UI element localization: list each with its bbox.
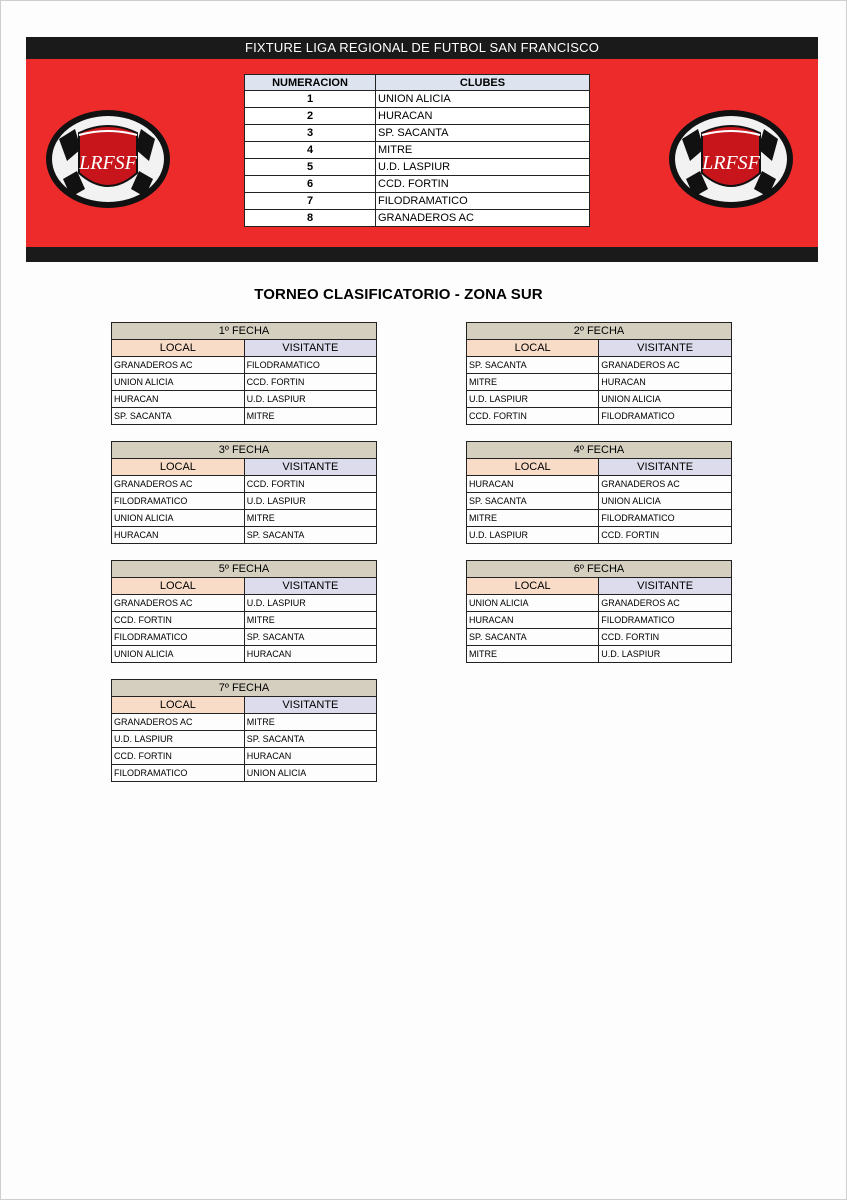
club-number: 1 — [245, 91, 376, 108]
visiting-team: MITRE — [244, 714, 376, 731]
local-header: LOCAL — [112, 578, 245, 595]
club-row — [245, 142, 590, 159]
clubes-header: CLUBES — [376, 75, 590, 91]
visiting-team: CCD. FORTIN — [244, 476, 376, 493]
visiting-team: CCD. FORTIN — [599, 629, 732, 646]
match-row — [467, 374, 732, 391]
local-team: GRANADEROS AC — [112, 476, 245, 493]
clubs-table — [244, 74, 590, 227]
club-name: FILODRAMATICO — [376, 193, 590, 210]
local-team: MITRE — [467, 646, 599, 663]
club-number: 2 — [245, 108, 376, 125]
club-row — [245, 125, 590, 142]
local-team: GRANADEROS AC — [112, 714, 245, 731]
visiting-team: GRANADEROS AC — [599, 476, 732, 493]
numeracion-header: NUMERACION — [245, 75, 376, 91]
local-header: LOCAL — [467, 459, 599, 476]
local-header: LOCAL — [112, 697, 245, 714]
local-team: UNION ALICIA — [467, 595, 599, 612]
visitante-header: VISITANTE — [244, 340, 376, 357]
match-row — [112, 391, 377, 408]
match-row — [467, 493, 732, 510]
match-row — [112, 408, 377, 425]
fecha-title: 6º FECHA — [467, 561, 732, 578]
fecha-table — [111, 679, 377, 782]
match-row — [467, 646, 732, 663]
logo-text: LRFSF — [702, 152, 760, 174]
fecha-title: 1º FECHA — [112, 323, 377, 340]
club-name: CCD. FORTIN — [376, 176, 590, 193]
clubs-header-row — [245, 75, 590, 91]
visiting-team: CCD. FORTIN — [599, 527, 732, 544]
visiting-team: UNION ALICIA — [599, 493, 732, 510]
local-header: LOCAL — [112, 340, 245, 357]
visiting-team: SP. SACANTA — [244, 629, 376, 646]
visiting-team: SP. SACANTA — [244, 527, 376, 544]
visitante-header: VISITANTE — [244, 459, 376, 476]
local-team: FILODRAMATICO — [112, 493, 245, 510]
match-row — [112, 765, 377, 782]
local-header: LOCAL — [467, 340, 599, 357]
match-row — [467, 612, 732, 629]
club-row — [245, 176, 590, 193]
local-team: CCD. FORTIN — [467, 408, 599, 425]
fixture-title: FIXTURE LIGA REGIONAL DE FUTBOL SAN FRANCISCO — [26, 37, 818, 59]
match-row — [467, 391, 732, 408]
visiting-team: FILODRAMATICO — [599, 612, 732, 629]
fecha-title: 7º FECHA — [112, 680, 377, 697]
visiting-team: MITRE — [244, 408, 376, 425]
club-row — [245, 91, 590, 108]
visiting-team: UNION ALICIA — [599, 391, 732, 408]
fecha-table — [111, 560, 377, 663]
league-logo-left — [45, 109, 171, 209]
visiting-team: MITRE — [244, 510, 376, 527]
fecha-title: 3º FECHA — [112, 442, 377, 459]
club-name: SP. SACANTA — [376, 125, 590, 142]
visiting-team: GRANADEROS AC — [599, 357, 732, 374]
local-team: FILODRAMATICO — [112, 629, 245, 646]
match-row — [112, 510, 377, 527]
club-name: MITRE — [376, 142, 590, 159]
match-row — [467, 476, 732, 493]
local-team: HURACAN — [467, 612, 599, 629]
local-team: FILODRAMATICO — [112, 765, 245, 782]
local-team: SP. SACANTA — [467, 357, 599, 374]
visiting-team: U.D. LASPIUR — [599, 646, 732, 663]
visiting-team: CCD. FORTIN — [244, 374, 376, 391]
header-banner — [26, 37, 818, 262]
local-team: U.D. LASPIUR — [467, 391, 599, 408]
club-name: U.D. LASPIUR — [376, 159, 590, 176]
visitante-header: VISITANTE — [599, 578, 732, 595]
visitante-header: VISITANTE — [599, 459, 732, 476]
tournament-title: TORNEO CLASIFICATORIO - ZONA SUR — [254, 286, 543, 303]
club-row — [245, 159, 590, 176]
fecha-table — [111, 322, 377, 425]
match-row — [112, 357, 377, 374]
visiting-team: U.D. LASPIUR — [244, 391, 376, 408]
match-row — [112, 748, 377, 765]
club-row — [245, 108, 590, 125]
club-name: HURACAN — [376, 108, 590, 125]
visiting-team: SP. SACANTA — [244, 731, 376, 748]
match-row — [112, 714, 377, 731]
match-row — [467, 527, 732, 544]
club-number: 8 — [245, 210, 376, 227]
fecha-title: 4º FECHA — [467, 442, 732, 459]
visiting-team: FILODRAMATICO — [599, 510, 732, 527]
match-row — [112, 476, 377, 493]
local-team: CCD. FORTIN — [112, 612, 245, 629]
match-row — [112, 374, 377, 391]
match-row — [112, 646, 377, 663]
logo-text: LRFSF — [79, 152, 137, 174]
local-team: MITRE — [467, 510, 599, 527]
club-number: 7 — [245, 193, 376, 210]
club-name: GRANADEROS AC — [376, 210, 590, 227]
club-name: UNION ALICIA — [376, 91, 590, 108]
local-team: HURACAN — [467, 476, 599, 493]
local-team: UNION ALICIA — [112, 374, 245, 391]
fecha-title: 2º FECHA — [467, 323, 732, 340]
local-header: LOCAL — [112, 459, 245, 476]
local-team: SP. SACANTA — [467, 493, 599, 510]
club-row — [245, 210, 590, 227]
match-row — [467, 357, 732, 374]
fecha-table — [466, 560, 732, 663]
match-row — [112, 731, 377, 748]
match-row — [112, 527, 377, 544]
fecha-table — [111, 441, 377, 544]
banner-bottom-stripe — [26, 247, 818, 262]
fecha-table — [466, 441, 732, 544]
visiting-team: HURACAN — [244, 646, 376, 663]
visiting-team: GRANADEROS AC — [599, 595, 732, 612]
local-team: U.D. LASPIUR — [467, 527, 599, 544]
club-row — [245, 193, 590, 210]
local-team: UNION ALICIA — [112, 646, 245, 663]
match-row — [467, 629, 732, 646]
visitante-header: VISITANTE — [599, 340, 732, 357]
match-row — [112, 629, 377, 646]
local-team: UNION ALICIA — [112, 510, 245, 527]
local-team: U.D. LASPIUR — [112, 731, 245, 748]
local-team: HURACAN — [112, 391, 245, 408]
local-team: CCD. FORTIN — [112, 748, 245, 765]
club-number: 3 — [245, 125, 376, 142]
league-logo-right — [668, 109, 794, 209]
visitante-header: VISITANTE — [244, 578, 376, 595]
match-row — [112, 595, 377, 612]
visiting-team: HURACAN — [244, 748, 376, 765]
fecha-title: 5º FECHA — [112, 561, 377, 578]
visiting-team: FILODRAMATICO — [244, 357, 376, 374]
visiting-team: FILODRAMATICO — [599, 408, 732, 425]
club-number: 4 — [245, 142, 376, 159]
local-team: SP. SACANTA — [112, 408, 245, 425]
visitante-header: VISITANTE — [244, 697, 376, 714]
club-number: 6 — [245, 176, 376, 193]
match-row — [112, 493, 377, 510]
visiting-team: UNION ALICIA — [244, 765, 376, 782]
match-row — [467, 510, 732, 527]
local-team: MITRE — [467, 374, 599, 391]
fecha-table — [466, 322, 732, 425]
club-number: 5 — [245, 159, 376, 176]
match-row — [467, 408, 732, 425]
local-team: GRANADEROS AC — [112, 595, 245, 612]
visiting-team: HURACAN — [599, 374, 732, 391]
visiting-team: MITRE — [244, 612, 376, 629]
local-team: SP. SACANTA — [467, 629, 599, 646]
local-header: LOCAL — [467, 578, 599, 595]
local-team: HURACAN — [112, 527, 245, 544]
local-team: GRANADEROS AC — [112, 357, 245, 374]
match-row — [467, 595, 732, 612]
match-row — [112, 612, 377, 629]
visiting-team: U.D. LASPIUR — [244, 493, 376, 510]
visiting-team: U.D. LASPIUR — [244, 595, 376, 612]
